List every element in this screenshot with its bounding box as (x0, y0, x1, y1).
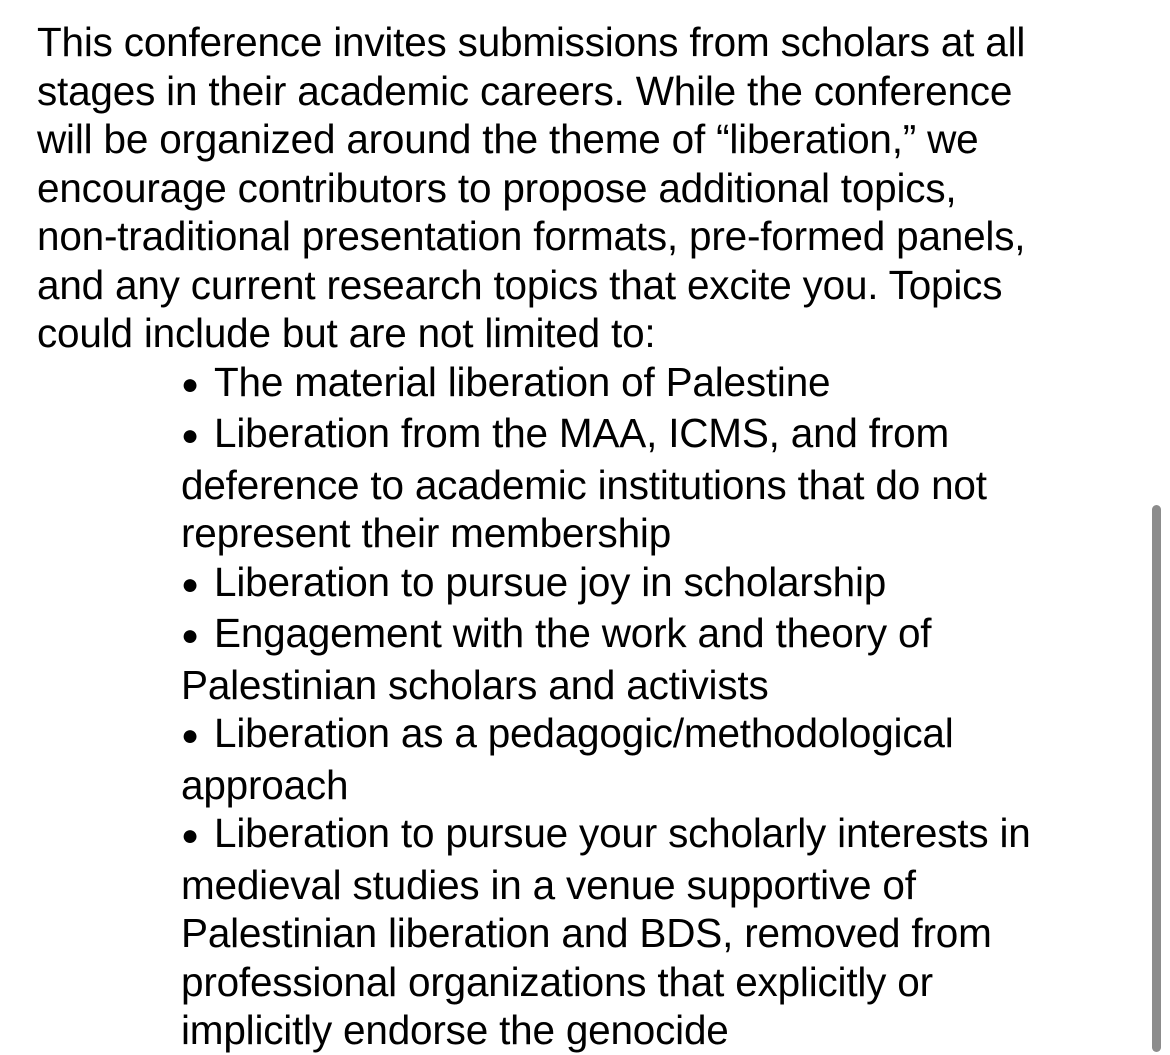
topic-item (181, 558, 1152, 610)
bullet-icon: ● (181, 419, 199, 452)
bullet-icon: ● (181, 619, 199, 652)
topic-line: Palestinian scholars and activists (181, 661, 769, 708)
topic-line: ● Liberation as a pedagogic/methodological (181, 709, 1152, 761)
topic-line: ● Liberation to pursue your scholarly interests in (181, 809, 1152, 861)
intro-line: will be organized around the theme of “liberation,” we (37, 116, 979, 162)
bullet-icon: ● (181, 367, 199, 401)
topic-line: deference to academic institutions that do not (181, 461, 987, 508)
vertical-scrollbar[interactable] (1152, 505, 1161, 1052)
topic-line: ● Engagement with the work and theory of (181, 609, 1152, 661)
topic-item (181, 809, 1152, 1055)
topic-line: medieval studies in a venue supportive of (181, 861, 916, 908)
topic-item (181, 709, 1152, 809)
topic-line: ● The material liberation of Palestine (181, 358, 1152, 410)
topic-list (37, 358, 1152, 1055)
topic-line: ● Liberation to pursue joy in scholarship (181, 558, 1152, 610)
topic-line: Palestinian liberation and BDS, removed from (181, 910, 992, 956)
intro-line: could include but are not limited to: (37, 310, 656, 356)
bullet-icon: ● (181, 819, 199, 852)
topic-item (181, 609, 1152, 709)
intro-line: stages in their academic careers. While the conference (37, 67, 1013, 114)
intro-line: This conference invites submissions from scholars at all (37, 19, 1026, 65)
topic-item (181, 409, 1152, 558)
document-body (37, 18, 1152, 1055)
topic-line: implicitly endorse the genocide (181, 1007, 729, 1053)
bullet-icon: ● (181, 719, 199, 752)
topic-item (181, 358, 1152, 410)
intro-line: non-traditional presentation formats, pre-formed panels, (37, 213, 1026, 259)
intro-paragraph (37, 18, 1152, 358)
intro-line: encourage contributors to propose additional topics, (37, 164, 957, 211)
topic-line: approach (181, 761, 349, 808)
intro-line: and any current research topics that excite you. Topics (37, 261, 1003, 308)
topic-line: represent their membership (181, 510, 672, 556)
topic-line: professional organizations that explicitly or (181, 958, 933, 1005)
topic-line: ● Liberation from the MAA, ICMS, and from (181, 409, 1152, 461)
bullet-icon: ● (181, 567, 199, 601)
